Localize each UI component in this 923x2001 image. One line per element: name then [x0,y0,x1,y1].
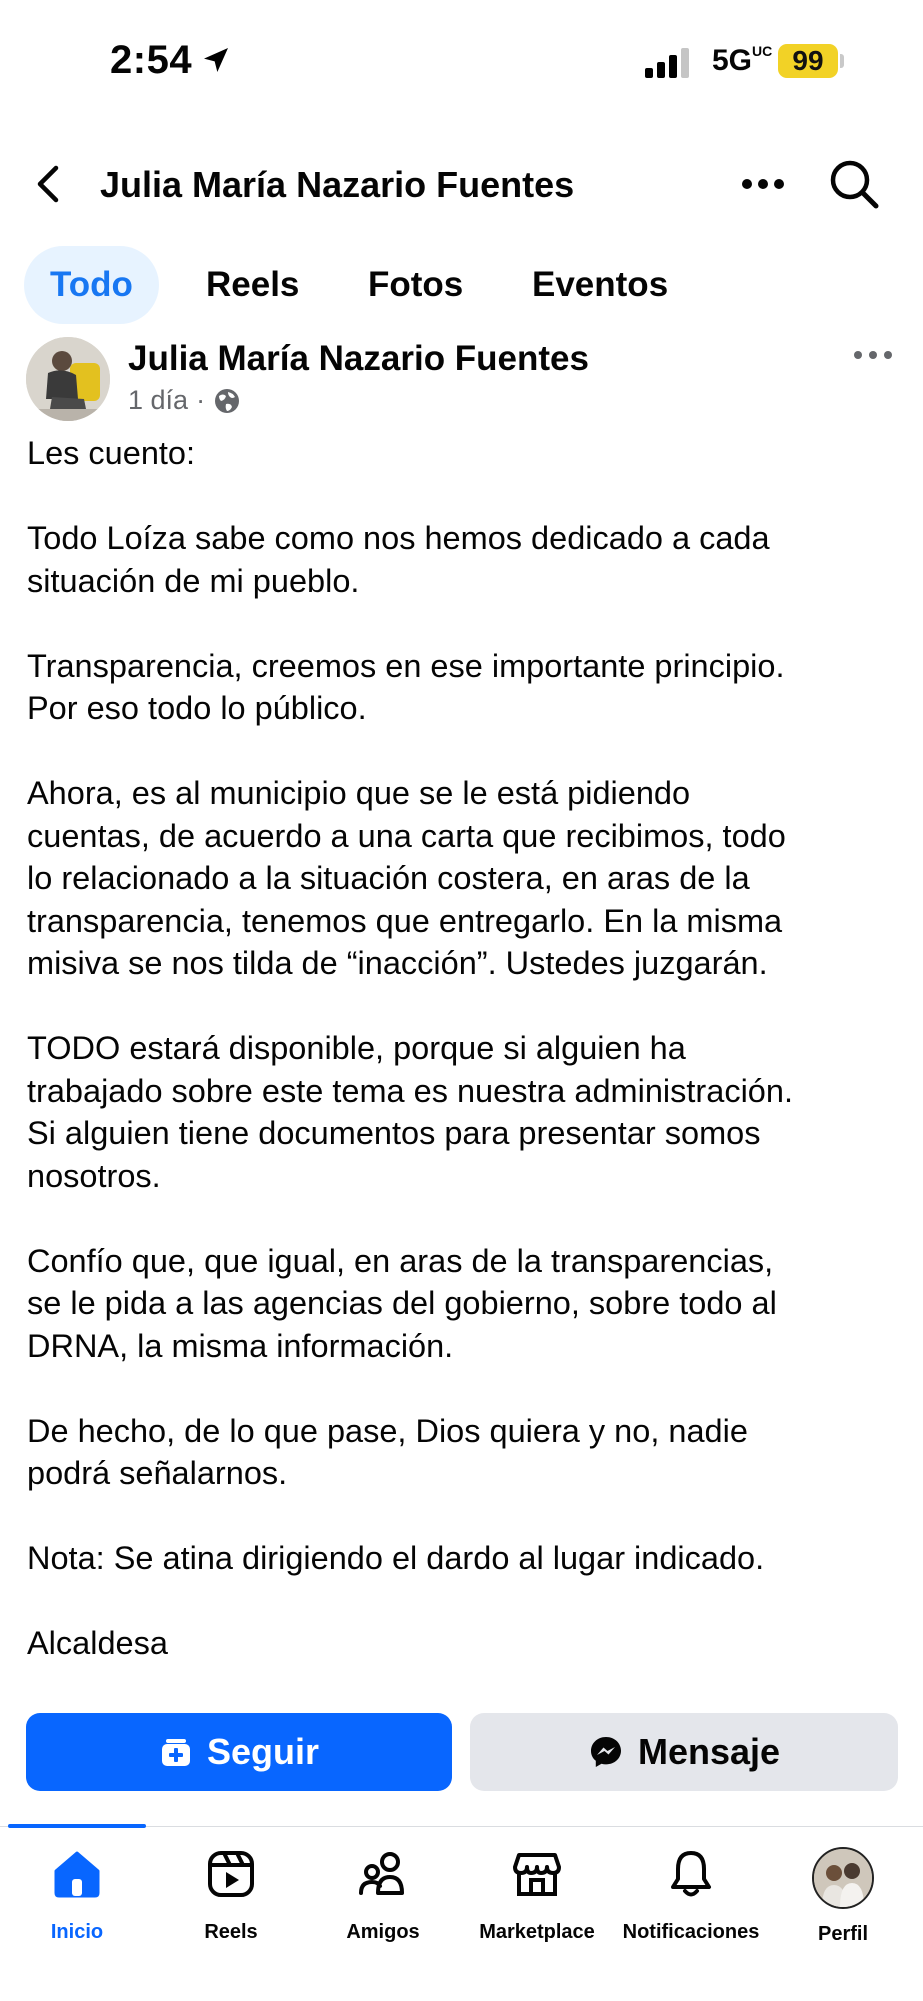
tab-reels[interactable]: Reels [206,265,300,304]
status-time: 2:54 [110,38,193,82]
nav-label-reels: Reels [204,1921,258,1943]
meta-separator: · [196,385,206,415]
post-paragraph: Transparencia, creemos en ese importante principio. Por eso todo lo público. [27,647,785,726]
nav-label-notificaciones: Notificaciones [622,1921,760,1943]
follow-button[interactable] [26,1713,452,1791]
nav-marketplace[interactable] [460,1847,614,1967]
post-time[interactable]: 1 día [128,385,189,415]
battery-indicator: 99 [778,44,838,78]
nav-label-amigos: Amigos [346,1921,420,1943]
profile-avatar [812,1847,874,1909]
profile-header [0,140,923,230]
nav-label-inicio: Inicio [50,1921,104,1943]
friends-icon [356,1847,410,1901]
nav-notificaciones[interactable] [614,1847,768,1967]
follow-icon [159,1735,193,1769]
tab-todo[interactable]: Todo [24,246,159,324]
signal-icon [645,48,693,78]
back-arrow-icon[interactable] [30,162,70,206]
post-paragraph: Les cuento: [27,435,196,471]
marketplace-icon [510,1847,564,1901]
post-paragraph: TODO estará disponible, porque si alguien ha trabajado sobre este tema es nuestra administración. Si alguien tiene documentos para presentar somos nosotros. [27,1030,793,1194]
nav-label-marketplace: Marketplace [479,1921,595,1943]
post-paragraph: Nota: Se atina dirigiendo el dardo al lugar indicado. [27,1540,765,1576]
tab-fotos[interactable]: Fotos [368,265,464,304]
search-icon[interactable] [826,156,882,212]
nav-amigos[interactable] [306,1847,460,1967]
bottom-nav [0,1826,923,2001]
post-meta [128,385,241,416]
nav-perfil[interactable] [766,1847,920,1967]
message-button[interactable] [470,1713,898,1791]
message-label: Mensaje [637,1731,781,1772]
network-indicator: $5G^{UC}$ [712,43,773,77]
post-text [27,432,907,1707]
post-paragraph: Todo Loíza sabe como nos hemos dedicado a cada situación de mi pueblo. [27,520,770,599]
page-title: Julia María Nazario Fuentes [100,164,575,205]
bell-icon [664,1847,718,1901]
post-paragraph: Confío que, que igual, en aras de la transparencias, se le pida a las agencias del gobierno, sobre todo al DRNA, la misma información. [27,1242,777,1364]
nav-label-perfil: Perfil [817,1923,869,1945]
messenger-icon [588,1734,624,1770]
status-bar [0,0,923,120]
post-author-name[interactable]: Julia María Nazario Fuentes [128,339,589,378]
post-paragraph: De hecho, de lo que pase, Dios quiera y no, nadie podrá señalarnos. [27,1412,748,1491]
location-arrow-icon [200,44,232,76]
follow-label: Seguir [206,1731,320,1772]
battery-tip [840,54,844,68]
tab-eventos[interactable]: Eventos [532,265,669,304]
nav-reels[interactable] [154,1847,308,1967]
post-paragraph: Alcaldesa [27,1625,168,1661]
globe-icon [213,387,241,415]
home-icon [50,1847,104,1901]
reels-icon [204,1847,258,1901]
more-options-icon[interactable] [735,162,791,206]
author-avatar[interactable] [26,337,110,421]
post-options-icon[interactable] [850,343,896,367]
nav-inicio[interactable] [0,1847,154,1967]
profile-actions [26,1713,898,1791]
post-header [0,335,923,425]
post-paragraph: Ahora, es al municipio que se le está pidiendo cuentas, de acuerdo a una carta que recibimos, todo lo relacionado a la situación costera, en aras de la transparencia, tenemos que entregarlo. En la misma misiva se nos tilda de “inacción”. Ustedes juzgarán. [27,775,786,981]
active-tab-indicator [8,1824,146,1828]
